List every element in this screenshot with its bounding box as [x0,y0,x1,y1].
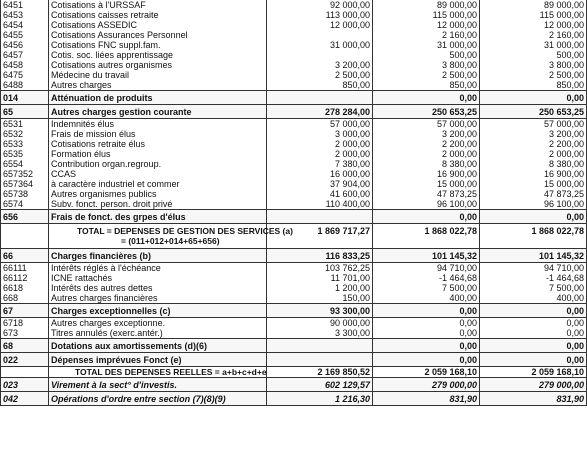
account-code: 6451 [1,0,49,10]
section-row [1,105,587,119]
amount-col-3: 279 000,00 [480,378,587,392]
amount-col-2: 101 145,32 [373,249,480,263]
amount-col-3: 16 900,00 [480,169,587,179]
amount-col-2: 89 000,00 [373,0,480,10]
account-label: Autres charges gestion courante [49,105,267,119]
amount-col-1: 2 000,00 [267,139,373,149]
account-label: Contribution organ.regroup. [49,159,267,169]
amount-col-1: 11 701,00 [267,273,373,283]
amount-col-2: 0,00 [373,304,480,318]
account-label: Dotations aux amortissements (d)(6) [49,339,267,353]
amount-col-2: 47 873,25 [373,189,480,199]
account-label: Frais de mission élus [49,129,267,139]
amount-col-1 [267,91,373,105]
amount-col-3: 250 653,25 [480,105,587,119]
amount-col-3: 12 000,00 [480,20,587,30]
amount-col-1: 602 129,57 [267,378,373,392]
amount-col-2: 96 100,00 [373,199,480,210]
account-label: Frais de fonct. des grpes d'élus [49,210,267,224]
account-label: Cotisations à l'URSSAF [49,0,267,10]
table-row [1,283,587,293]
table-row [1,318,587,329]
amount-col-3: 3 200,00 [480,129,587,139]
table-row [1,119,587,130]
account-label: Intérêts des autres dettes [49,283,267,293]
amount-col-3: 94 710,00 [480,263,587,274]
table-row [1,189,587,199]
account-label: Charges financières (b) [49,249,267,263]
account-label: Virement à la sect° d'investis. [49,378,267,392]
amount-col-1: 7 380,00 [267,159,373,169]
total-label-line2: = (011+012+014+65+656) [121,236,220,246]
amount-col-2: 250 653,25 [373,105,480,119]
amount-col-3: 0,00 [480,304,587,318]
amount-col-3: 115 000,00 [480,10,587,20]
account-code: 6533 [1,139,49,149]
amount-col-2: 3 200,00 [373,129,480,139]
section-row [1,339,587,353]
amount-col-1: 3 300,00 [267,328,373,339]
amount-col-3: 8 380,00 [480,159,587,169]
amount-col-3: 2 500,00 [480,70,587,80]
table-row [1,30,587,40]
amount-col-3: 2 059 168,10 [480,367,587,378]
account-label: Dépenses imprévues Fonct (e) [49,353,267,367]
amount-col-1 [267,50,373,60]
amount-col-3: 101 145,32 [480,249,587,263]
section-row [1,210,587,224]
account-label: Autres organismes publics [49,189,267,199]
amount-col-2: 15 000,00 [373,179,480,189]
account-code: 657364 [1,179,49,189]
account-label: Titres annulés (exerc.antér.) [49,328,267,339]
amount-col-3: 89 000,00 [480,0,587,10]
amount-col-1: 850,00 [267,80,373,91]
account-code: 6532 [1,129,49,139]
table-row [1,328,587,339]
amount-col-2: 1 868 022,78 [373,224,480,249]
account-code: 6718 [1,318,49,329]
account-code: 6488 [1,80,49,91]
amount-col-1: 12 000,00 [267,20,373,30]
amount-col-1: 2 169 850,52 [267,367,373,378]
amount-col-3: 15 000,00 [480,179,587,189]
amount-col-2: 0,00 [373,318,480,329]
amount-col-1: 37 904,00 [267,179,373,189]
amount-col-3: 2 160,00 [480,30,587,40]
table-row [1,263,587,274]
table-row [1,10,587,20]
amount-col-2: 2 500,00 [373,70,480,80]
amount-col-2: 8 380,00 [373,159,480,169]
account-label: à caractère industriel et commer [49,179,267,189]
amount-col-2: 115 000,00 [373,10,480,20]
amount-col-2: 831,90 [373,392,480,406]
amount-col-1 [267,30,373,40]
amount-col-2: 400,00 [373,293,480,304]
account-code: 6457 [1,50,49,60]
amount-col-2: 0,00 [373,353,480,367]
account-label: Cotisations retraite élus [49,139,267,149]
total-row [1,224,587,249]
table-row [1,149,587,159]
amount-col-1: 31 000,00 [267,40,373,50]
account-label: Cotisations FNC suppl.fam. [49,40,267,50]
account-code: 6454 [1,20,49,30]
amount-col-1: 103 762,25 [267,263,373,274]
account-label: Cotisations autres organismes [49,60,267,70]
amount-col-3: 0,00 [480,318,587,329]
amount-col-2: 3 800,00 [373,60,480,70]
amount-col-2: 31 000,00 [373,40,480,50]
amount-col-2: 0,00 [373,328,480,339]
amount-col-2: 16 900,00 [373,169,480,179]
account-code: 6453 [1,10,49,20]
account-code: 657352 [1,169,49,179]
table-row [1,139,587,149]
amount-col-3: 0,00 [480,328,587,339]
account-label: TOTAL DES DEPENSES REELLES = a+b+c+d+e [49,367,267,378]
amount-col-1: 1 200,00 [267,283,373,293]
account-code: 023 [1,378,49,392]
account-code: 042 [1,392,49,406]
account-code: 6554 [1,159,49,169]
account-code: 6531 [1,119,49,130]
section-row [1,378,587,392]
amount-col-2: 0,00 [373,210,480,224]
amount-col-1: 1 869 717,27 [267,224,373,249]
amount-col-2: 2 200,00 [373,139,480,149]
amount-col-3: 3 800,00 [480,60,587,70]
table-row [1,199,587,210]
table-row [1,20,587,30]
account-code: 66111 [1,263,49,274]
table-row [1,169,587,179]
account-code: 673 [1,328,49,339]
table-row [1,129,587,139]
amount-col-1: 278 284,00 [267,105,373,119]
amount-col-1: 92 000,00 [267,0,373,10]
account-label: Autres charges financières [49,293,267,304]
amount-col-3: 0,00 [480,339,587,353]
account-code: 67 [1,304,49,318]
account-code: 6618 [1,283,49,293]
amount-col-2: 500,00 [373,50,480,60]
table-row [1,273,587,283]
section-row [1,392,587,406]
section-row [1,353,587,367]
amount-col-3: 57 000,00 [480,119,587,130]
account-code: 65738 [1,189,49,199]
account-code: 6574 [1,199,49,210]
account-code: 014 [1,91,49,105]
amount-col-3: 0,00 [480,353,587,367]
table-row [1,0,587,10]
amount-col-1: 2 500,00 [267,70,373,80]
table-row [1,50,587,60]
account-label [49,224,293,249]
amount-col-2: 12 000,00 [373,20,480,30]
amount-col-1: 57 000,00 [267,119,373,130]
table-row [1,70,587,80]
account-code: 022 [1,353,49,367]
amount-col-3: 850,00 [480,80,587,91]
total-label-line1: TOTAL = DEPENSES DE GESTION DES SERVICES (a) [77,226,293,236]
table-row [1,60,587,70]
account-code: 6456 [1,40,49,50]
amount-col-1 [267,210,373,224]
section-row [1,91,587,105]
account-code: 6458 [1,60,49,70]
amount-col-3: 400,00 [480,293,587,304]
amount-col-2: 0,00 [373,339,480,353]
account-label: Atténuation de produits [49,91,267,105]
amount-col-1: 110 400,00 [267,199,373,210]
amount-col-2: 2 059 168,10 [373,367,480,378]
account-label: ICNE rattachés [49,273,267,283]
amount-col-3: 47 873,25 [480,189,587,199]
amount-col-2: 94 710,00 [373,263,480,274]
account-code: 668 [1,293,49,304]
account-code: 6455 [1,30,49,40]
amount-col-3: 7 500,00 [480,283,587,293]
amount-col-2: 57 000,00 [373,119,480,130]
amount-col-3: 2 200,00 [480,139,587,149]
amount-col-2: 279 000,00 [373,378,480,392]
account-code [1,224,49,249]
amount-col-1: 90 000,00 [267,318,373,329]
amount-col-2: 2 000,00 [373,149,480,159]
amount-col-1: 116 833,25 [267,249,373,263]
account-code: 66 [1,249,49,263]
account-label: Subv. fonct. person. droit privé [49,199,267,210]
table-row [1,179,587,189]
amount-col-1 [267,353,373,367]
account-label: Cotisations caisses retraite [49,10,267,20]
amount-col-1: 3 200,00 [267,60,373,70]
account-label: CCAS [49,169,267,179]
account-label: Autres charges exceptionne. [49,318,267,329]
amount-col-3: 0,00 [480,91,587,105]
amount-col-1: 150,00 [267,293,373,304]
amount-col-1: 41 600,00 [267,189,373,199]
total-row [1,367,587,378]
amount-col-3: 31 000,00 [480,40,587,50]
amount-col-2: -1 464,68 [373,273,480,283]
account-label: Autres charges [49,80,267,91]
amount-col-2: 850,00 [373,80,480,91]
account-label: Cotis. soc. liées apprentissage [49,50,267,60]
account-label: Cotisations Assurances Personnel [49,30,267,40]
amount-col-1: 3 000,00 [267,129,373,139]
amount-col-1: 93 300,00 [267,304,373,318]
account-code: 66112 [1,273,49,283]
account-code: 6475 [1,70,49,80]
amount-col-3: 0,00 [480,210,587,224]
account-code: 65 [1,105,49,119]
account-label: Intérêts réglés à l'échéance [49,263,267,274]
account-code: 6535 [1,149,49,159]
amount-col-2: 0,00 [373,91,480,105]
section-row [1,304,587,318]
amount-col-2: 7 500,00 [373,283,480,293]
account-code [1,367,49,378]
amount-col-2: 2 160,00 [373,30,480,40]
amount-col-1: 2 000,00 [267,149,373,159]
account-code: 68 [1,339,49,353]
amount-col-3: 2 000,00 [480,149,587,159]
account-code: 656 [1,210,49,224]
account-label: Charges exceptionnelles (c) [49,304,267,318]
amount-col-1 [267,339,373,353]
amount-col-1: 113 000,00 [267,10,373,20]
table-row [1,159,587,169]
amount-col-3: -1 464,68 [480,273,587,283]
table-row [1,80,587,91]
amount-col-3: 500,00 [480,50,587,60]
table-row [1,293,587,304]
amount-col-1: 1 216,30 [267,392,373,406]
account-label: Indemnités élus [49,119,267,130]
amount-col-1: 16 000,00 [267,169,373,179]
table-row [1,40,587,50]
account-label: Opérations d'ordre entre section (7)(8)(9) [49,392,267,406]
section-row [1,249,587,263]
amount-col-3: 96 100,00 [480,199,587,210]
account-label: Médecine du travail [49,70,267,80]
amount-col-3: 831,90 [480,392,587,406]
account-label: Cotisations ASSEDIC [49,20,267,30]
account-label: Formation élus [49,149,267,159]
amount-col-3: 1 868 022,78 [480,224,587,249]
